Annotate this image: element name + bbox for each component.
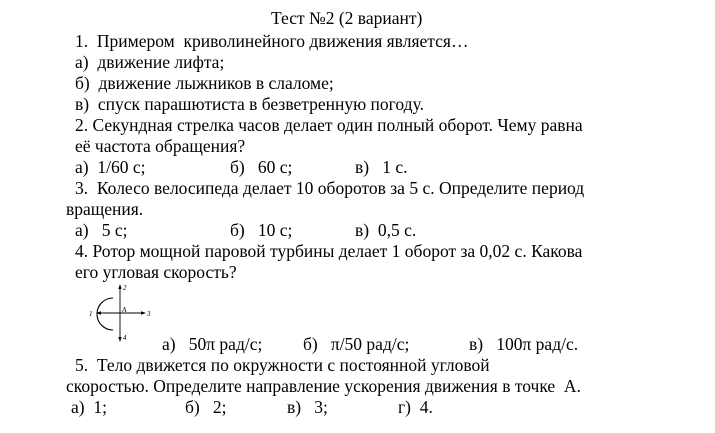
question-3-line-2: вращения.: [66, 199, 144, 219]
question-4-line-1: 4. Ротор мощной паровой турбины делает 1 оборот за 0,02 с. Какова: [75, 241, 583, 261]
figure-label-3: 3: [147, 310, 151, 318]
question-2-line-1: 2. Секундная стрелка часов делает один полный оборот. Чему равна: [75, 115, 583, 135]
question-2-option-c: в) 1 с.: [355, 157, 408, 177]
question-4-option-a: а) 50π рад/с;: [162, 334, 263, 354]
question-3-option-a: а) 5 с;: [75, 220, 128, 240]
page-title: Тест №2 (2 вариант): [271, 8, 423, 28]
question-4-option-b: б) π/50 рад/с;: [303, 334, 410, 354]
question-5-line-1: 5. Тело движется по окружности с постоянной угловой: [75, 355, 490, 375]
question-2-option-b: б) 60 с;: [230, 157, 293, 177]
arrow-down-head: [118, 337, 121, 342]
figure-label-a: A: [122, 306, 127, 314]
question-5-option-b: б) 2;: [185, 397, 227, 417]
question-1-option-a: а) движение лифта;: [75, 52, 225, 72]
question-5-option-a: а) 1;: [71, 397, 107, 417]
question-4-line-2: его угловая скорость?: [75, 262, 237, 282]
question-5-option-d: г) 4.: [398, 397, 433, 417]
question-1-option-b: б) движение лыжников в слаломе;: [75, 73, 334, 93]
question-1-text: 1. Примером криволинейного движения является…: [75, 31, 469, 51]
question-3-option-c: в) 0,5 с.: [355, 220, 417, 240]
question-5-option-c: в) 3;: [287, 397, 328, 417]
question-2-option-a: а) 1/60 с;: [75, 157, 146, 177]
figure-label-4: 4: [123, 334, 127, 342]
question-1-option-c: в) спуск парашютиста в безветренную погоду.: [75, 94, 424, 114]
arrow-up-head: [118, 284, 121, 289]
question-2-line-2: её частота обращения?: [75, 136, 246, 156]
arrow-right-head: [141, 311, 146, 314]
figure-label-2: 2: [123, 284, 127, 292]
question-3-option-b: б) 10 с;: [230, 220, 293, 240]
question-3-line-1: 3. Колесо велосипеда делает 10 оборотов за 5 с. Определите период: [75, 178, 585, 198]
figure-label-1: 1: [89, 310, 93, 318]
question-5-line-2: скоростью. Определите направление ускорения движения в точке А.: [66, 376, 581, 396]
question-4-option-c: в) 100π рад/с.: [469, 334, 579, 354]
circle-motion-figure: [74, 282, 154, 344]
